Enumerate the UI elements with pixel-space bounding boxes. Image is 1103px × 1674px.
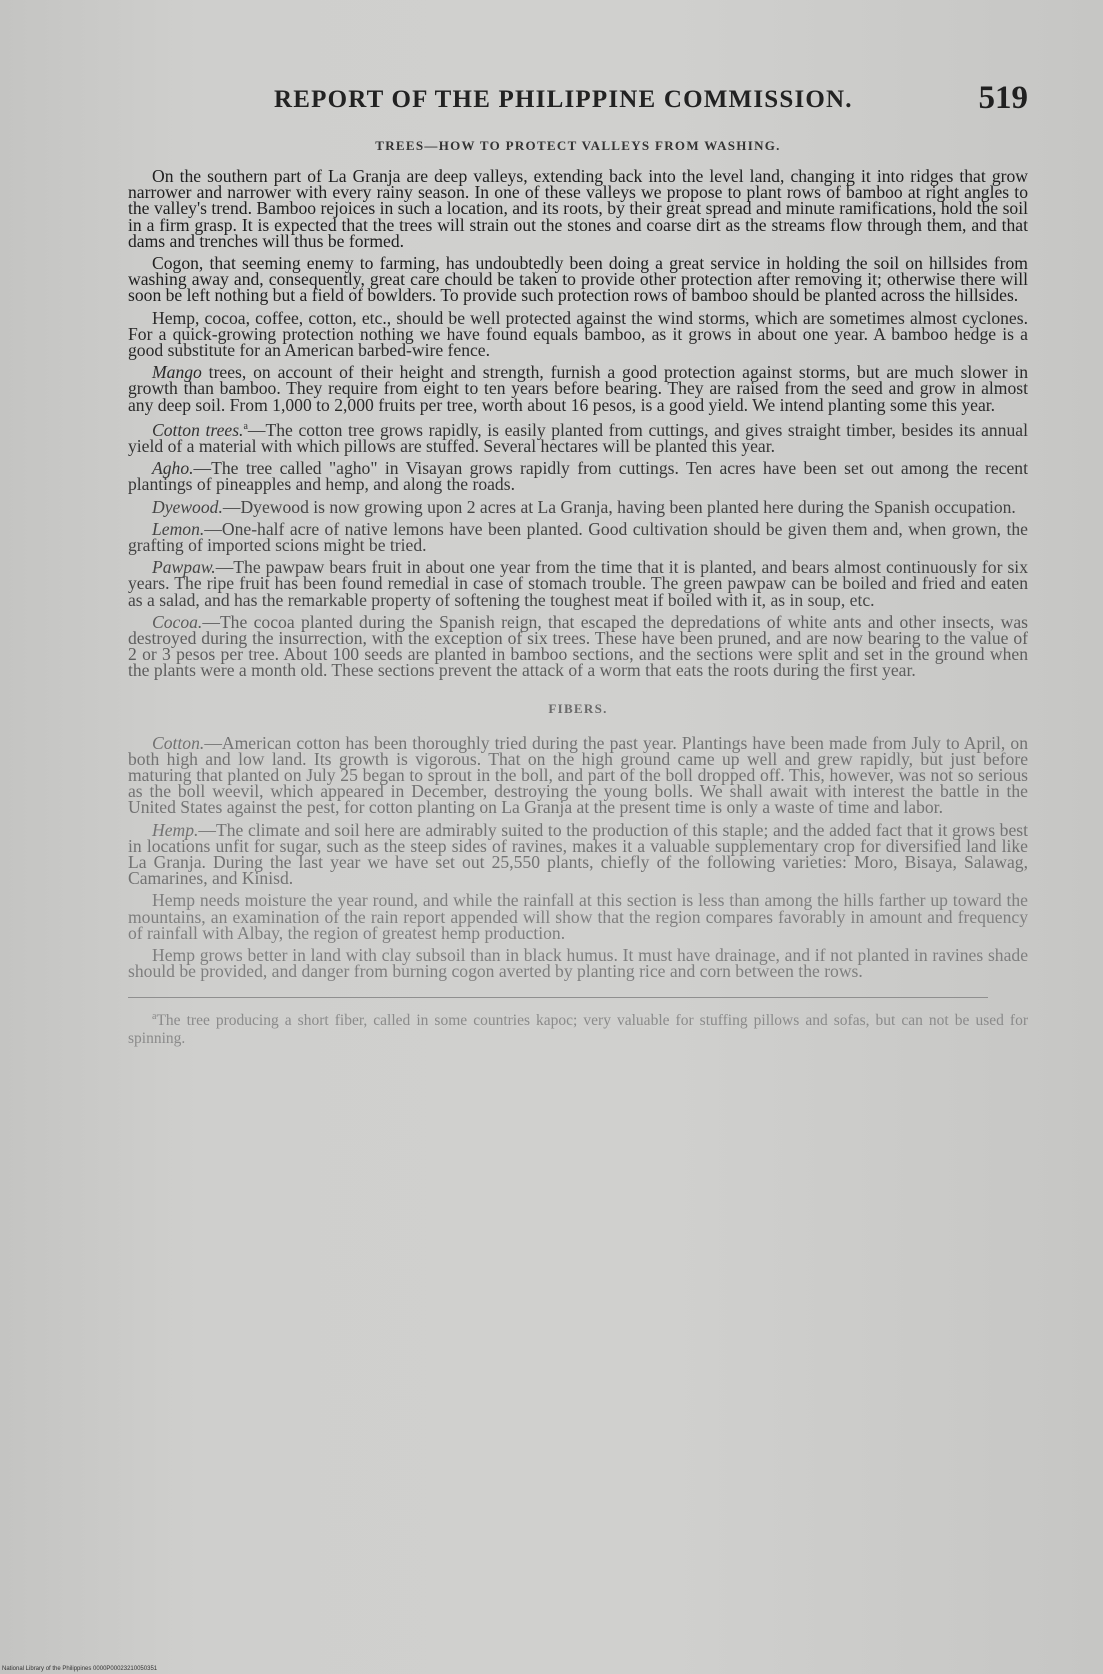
section-heading-trees: TREES—HOW TO PROTECT VALLEYS FROM WASHING.	[375, 138, 781, 153]
paragraph-dyewood: Dyewood.—Dyewood is now growing upon 2 acres at La Granja, having been planted here during the Spanish occupation.	[152, 496, 1016, 517]
paragraph-agho: Agho.—The tree called "agho" in Visayan grows rapidly from cuttings. Ten acres have been set out among the recent plantings of pineapples and hemp, and along the roads.	[128, 458, 1028, 495]
paragraph-hemp-moisture: Hemp needs moisture the year round, and while the rainfall at this section is less than among the hills farther up toward the mountains, an examination of the rain report appended will show that the region compares favorably in amount and frequency of rainfall with Albay, the region of greatest hemp production.	[128, 890, 1028, 943]
page-number: 519	[978, 80, 1028, 116]
paragraph-cotton: Cotton.—American cotton has been thoroughly tried during the past year. Plantings have been made from July to April, on both high and low land. Its growth is vigorous. That on the high ground came up well and grew rapidly, but just before maturing that planted on July 25 began to sprout in the boll, and part of the boll dropped off. This, however, was not so serious as the boll weevil, which appeared in December, destroying the young bolls. We shall await with interest the battle in the United States against the pest, for cotton planting on La Granja at the present time is only a waste of time and labor.	[128, 732, 1028, 818]
page-header	[128, 80, 1028, 124]
footnote-mark: a	[152, 1011, 157, 1023]
paragraph-hemp-protection: Hemp, cocoa, coffee, cotton, etc., should be well protected against the wind storms, which are sometimes almost cyclones. For a quick-growing protection nothing we have found equals bamboo, as it grows in about one year. A bamboo hedge is a good substitute for an American barbed-wire fence.	[128, 307, 1028, 361]
footnote-divider	[128, 997, 988, 998]
paragraph-cogon: Cogon, that seeming enemy to farming, has undoubtedly been doing a great service in holding the soil on hillsides from washing away and, consequently, great care chould be taken to provide other protection after removing it; otherwise there will soon be left nothing but a field of bowlders. To provide such protection rows of bamboo should be planted across the hillsides.	[128, 253, 1028, 306]
paragraph-cocoa: Cocoa.—The cocoa planted during the Spanish reign, that escaped the depredations of white ants and other insects, was destroyed during the insurrection, with the exception of six trees. These have been pruned, and are now bearing to the value of 2 or 3 pesos per tree. About 100 seeds are planted in bamboo sections, and the sections were split and set in the ground when the plants were a month old. These sections prevent the attack of a worm that eats the roots during the first year.	[128, 611, 1028, 681]
paragraph-hemp-soil: Hemp grows better in land with clay subsoil than in black humus. It must have drainage, and if not planted in ravines shade should be provided, and danger from burning cogon averted by planting rice and corn between the rows.	[128, 944, 1028, 982]
paragraph-hemp: Hemp.—The climate and soil here are admirably suited to the production of this staple; and the added fact that it grows best in locations unfit for sugar, such as the steep sides of ravines, makes it a valuable supplementary crop for diversified land like La Granja. During the last year we have set out 25,550 plants, chiefly of the following varieties: Moro, Bisaya, Salawag, Camarines, and Kinisd.	[128, 819, 1028, 889]
footnote: $^a$The tree producing a short fiber, called in some countries kapoc; very valuable for stuffing pillows and sofas, but can not be used for spinning.	[128, 1011, 1028, 1047]
scan-credit: National Library of the Philippines 0000P00023210050351	[2, 1666, 158, 1672]
paragraph-pawpaw: Pawpaw.—The pawpaw bears fruit in about one year from the time that it is planted, and bears almost continuously for six years. The ripe fruit has been found remedial in case of stomach trouble. The green pawpaw can be boiled and fried and eaten as a salad, and has the remarkable property of softening the toughest meat if boiled with it, as in soup, etc.	[128, 557, 1028, 610]
section-heading-fibers: FIBERS.	[548, 700, 608, 716]
page-content	[128, 80, 1028, 1053]
running-title: REPORT OF THE PHILIPPINE COMMISSION.	[274, 86, 853, 113]
paragraph-lemon: Lemon.—One-half acre of native lemons have been planted. Good cultivation should be given them and, when grown, the grafting of imported scions might be tried.	[128, 518, 1028, 555]
paragraph-valleys: On the southern part of La Granja are deep valleys, extending back into the level land, changing it into ridges that grow narrower and narrower with every rainy season. In one of these valleys we propose to plant rows of bamboo at right angles to the valley's trend. Bamboo rejoices in such a location, and its roots, by their great spread and minute ramifications, hold the soil in a firm grasp. It is expected that the trees will strain out the stones and coarse dirt as the streams flow through them, and that dams and trenches will thus be formed.	[128, 166, 1028, 251]
paragraph-mango: Mango trees, on account of their height and strength, furnish a good protection against storms, but are much slower in growth than bamboo. They require from eight to ten years before bearing. They are raised from the seed and grow in almost any deep soil. From 1,000 to 2,000 fruits per tree, worth about 16 pesos, is a good yield. We intend planting some this year.	[128, 362, 1028, 415]
footnote-reference: a	[243, 420, 248, 432]
paragraph-cotton-trees: Cotton trees.$^a$—The cotton tree grows rapidly, is easily planted from cuttings, and gives straight timber, besides its annual yield of a material with which pillows are stuffed. Several hectares will be planted this year.	[128, 419, 1028, 456]
